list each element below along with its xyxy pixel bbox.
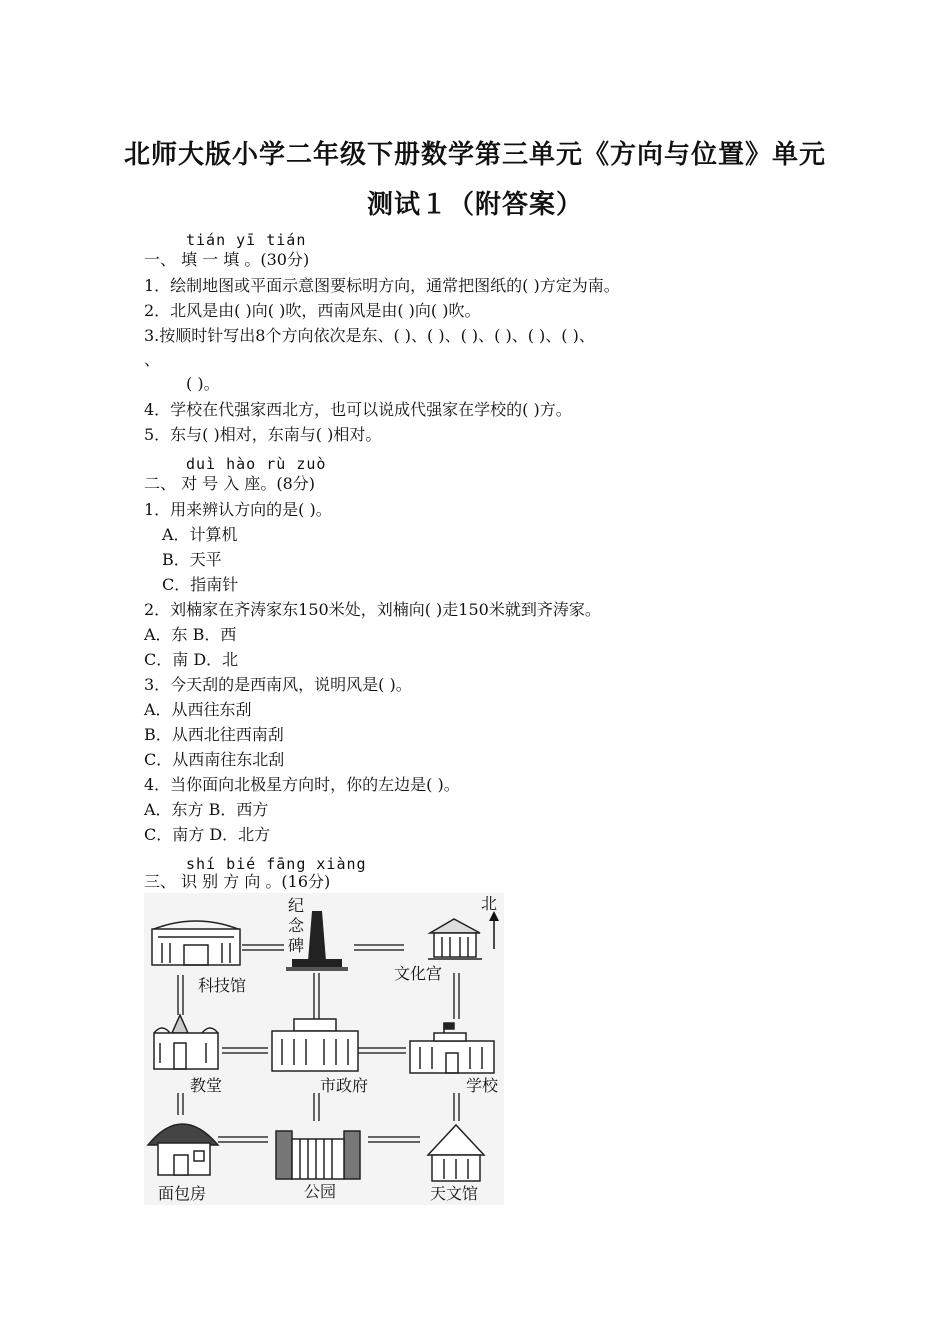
label-park: 公园 [304,1182,337,1201]
label-monument-2: 念 [288,916,305,935]
section2-pinyin: duì hào rù zuò [186,455,327,473]
s1-question-3: 3.按顺时针写出8个方向依次是东、( )、( )、( )、( )、( )、( )、 [144,326,595,345]
s1-question-5: 5．东与( )相对，东南与( )相对。 [144,425,382,444]
label-church: 教堂 [190,1076,223,1095]
label-science-museum: 科技馆 [198,976,247,995]
s2-q2-options-ab: A．东 B．西 [144,625,237,644]
label-monument-3: 碑 [288,936,305,955]
section1-heading: 一、 填 一 填 。(30分) [144,250,310,269]
document-title-line2: 测试１（附答案） [366,190,583,220]
label-observatory: 天文馆 [430,1184,479,1203]
section1-pinyin: tián yī tián [186,231,307,249]
section3-heading: 三、 识 别 方 向 。(16分) [144,872,331,891]
label-cultural-palace: 文化宫 [394,964,443,983]
s2-q1-option-a: A．计算机 [162,525,238,544]
s2-q4-options-ab: A．东方 B．西方 [144,800,269,819]
section2-heading: 二、 对 号 入 座。(8分) [144,474,316,493]
s2-q1-option-c: C．指南针 [162,575,239,594]
label-bakery: 面包房 [158,1184,207,1203]
s2-q2-options-cd: C．南 D．北 [144,650,239,669]
direction-map [144,893,504,1205]
s1-question-3-wrap: 、 [144,350,161,369]
document-title-line1: 北师大版小学二年级下册数学第三单元《方向与位置》单元 [123,140,826,170]
s1-question-1: 1．绘制地图或平面示意图要标明方向，通常把图纸的( )方定为南。 [144,276,620,295]
s1-question-4: 4．学校在代强家西北方，也可以说成代强家在学校的( )方。 [144,400,572,419]
s2-q3-option-a: A．从西往东刮 [144,700,252,719]
label-monument-1: 纪 [288,896,305,915]
s2-q4-options-cd: C．南方 D．北方 [144,825,271,844]
s2-question-4: 4．当你面向北极星方向时，你的左边是( )。 [144,775,460,794]
s1-question-2: 2．北风是由( )向( )吹，西南风是由( )向( )吹。 [144,301,481,320]
s2-question-2: 2．刘楠家在齐涛家东150米处，刘楠向( )走150米就到齐涛家。 [144,600,601,619]
s2-q3-option-b: B．从西北往西南刮 [144,725,284,744]
s2-question-1: 1．用来辨认方向的是( )。 [144,500,332,519]
s2-question-3: 3．今天刮的是西南风，说明风是( )。 [144,675,412,694]
label-school: 学校 [466,1076,499,1095]
s2-q3-option-c: C．从西南往东北刮 [144,750,285,769]
north-label: 北 [481,894,498,913]
s2-q1-option-b: B．天平 [162,550,222,569]
s1-question-3-cont: ( )。 [186,374,220,393]
label-city-hall: 市政府 [320,1076,369,1095]
section3-pinyin: shí bié fāng xiàng [186,855,367,873]
